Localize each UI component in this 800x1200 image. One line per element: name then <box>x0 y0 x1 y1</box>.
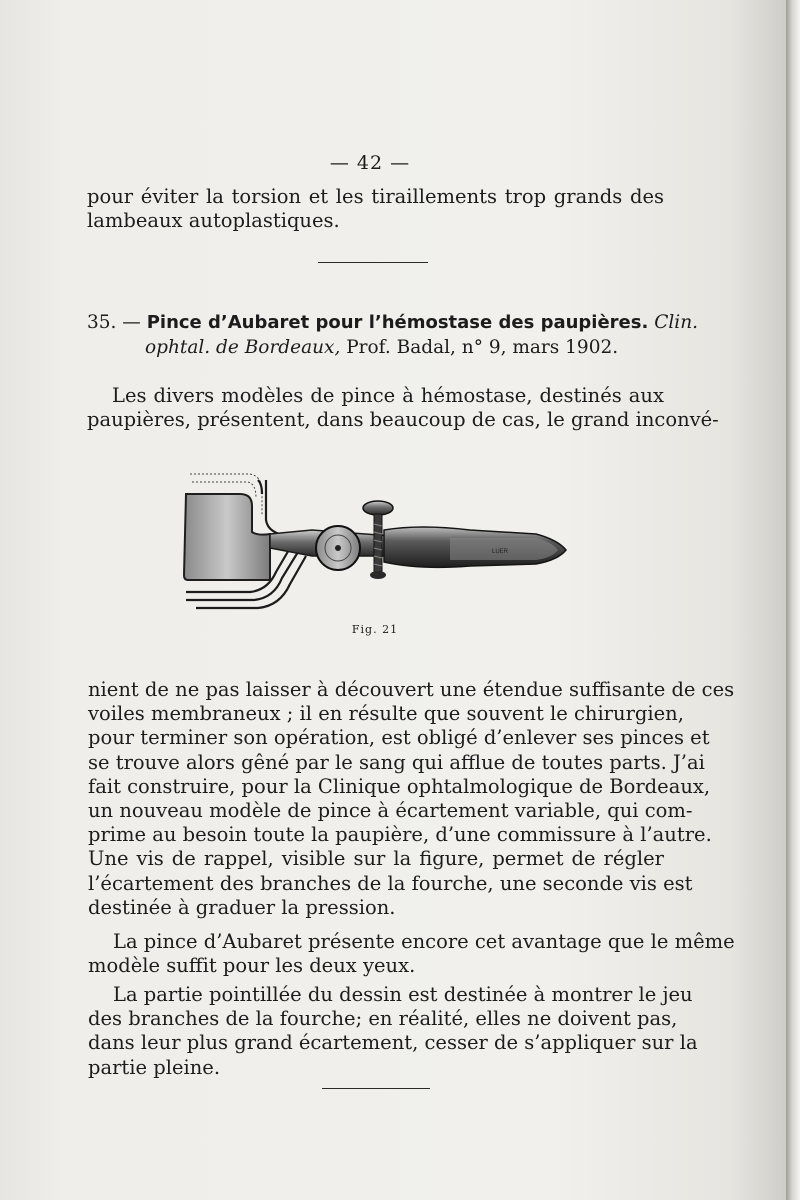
text-line: Les divers modèles de pince à hémostase, destinés aux <box>112 384 664 407</box>
paragraph-1 <box>88 678 735 920</box>
entry-source-detail: Prof. Badal, n° 9, mars 1902. <box>346 337 619 358</box>
thumb-wheel-center <box>335 545 341 551</box>
text-line: partie pleine. <box>88 1055 221 1079</box>
entry-number: 35. — <box>87 312 141 333</box>
text-line: La pince d’Aubaret présente encore cet avantage que le même <box>113 930 735 953</box>
text-line: Une vis de rappel, visible sur la figure, permet de régler <box>88 847 664 871</box>
entry-source-journal: Clin. <box>654 312 698 333</box>
text-line: pour terminer son opération, est obligé d’enlever ses pinces et <box>88 726 710 750</box>
entry-source-journal-cont: ophtal. de Bordeaux, <box>145 337 341 358</box>
text-line: La partie pointillée du dessin est destinée à montrer le jeu <box>113 983 693 1006</box>
text-line: se trouve alors gêné par le sang qui afflue de toutes parts. J’ai <box>88 750 705 774</box>
figure-caption: Fig. 21 <box>351 623 399 636</box>
text-line: destinée à graduer la pression. <box>88 895 396 919</box>
text-line: lambeaux autoplastiques. <box>87 209 340 233</box>
text-line: pour éviter la torsion et les tiraillements trop grands des <box>87 185 664 208</box>
end-divider <box>322 1088 430 1089</box>
pressure-screw-head <box>363 501 393 515</box>
text-line: fait construire, pour la Clinique ophtalmologique de Bordeaux, <box>88 774 711 798</box>
text-line: voiles membraneux ; il en résulte que souvent le chirurgien, <box>88 702 684 726</box>
text-line: un nouveau modèle de pince à écartement variable, qui com- <box>88 799 693 823</box>
text-line: l’écartement des branches de la fourche, une seconde vis est <box>88 871 693 895</box>
engraved-mark: LUER <box>492 549 509 555</box>
text-line: des branches de la fourche; en réalité, elles ne doivent pas, <box>88 1007 678 1031</box>
screw-nut <box>370 571 386 579</box>
page-number: — 42 — <box>329 152 411 174</box>
text-line: nient de ne pas laisser à découvert une étendue suffisante de ces <box>88 678 735 701</box>
text-line: dans leur plus grand écartement, cesser de s’appliquer sur la <box>88 1031 698 1055</box>
paragraph-2 <box>88 930 735 978</box>
text-line: paupières, présentent, dans beaucoup de cas, le grand inconvé- <box>87 408 719 432</box>
paragraph-3 <box>88 983 698 1080</box>
forceps-plate <box>184 494 270 580</box>
entry-title: Pince d’Aubaret pour l’hémostase des paupières. <box>146 312 649 333</box>
text-line: modèle suffit pour les deux yeux. <box>88 954 416 978</box>
text-line: prime au besoin toute la paupière, d’une commissure à l’autre. <box>88 823 712 847</box>
